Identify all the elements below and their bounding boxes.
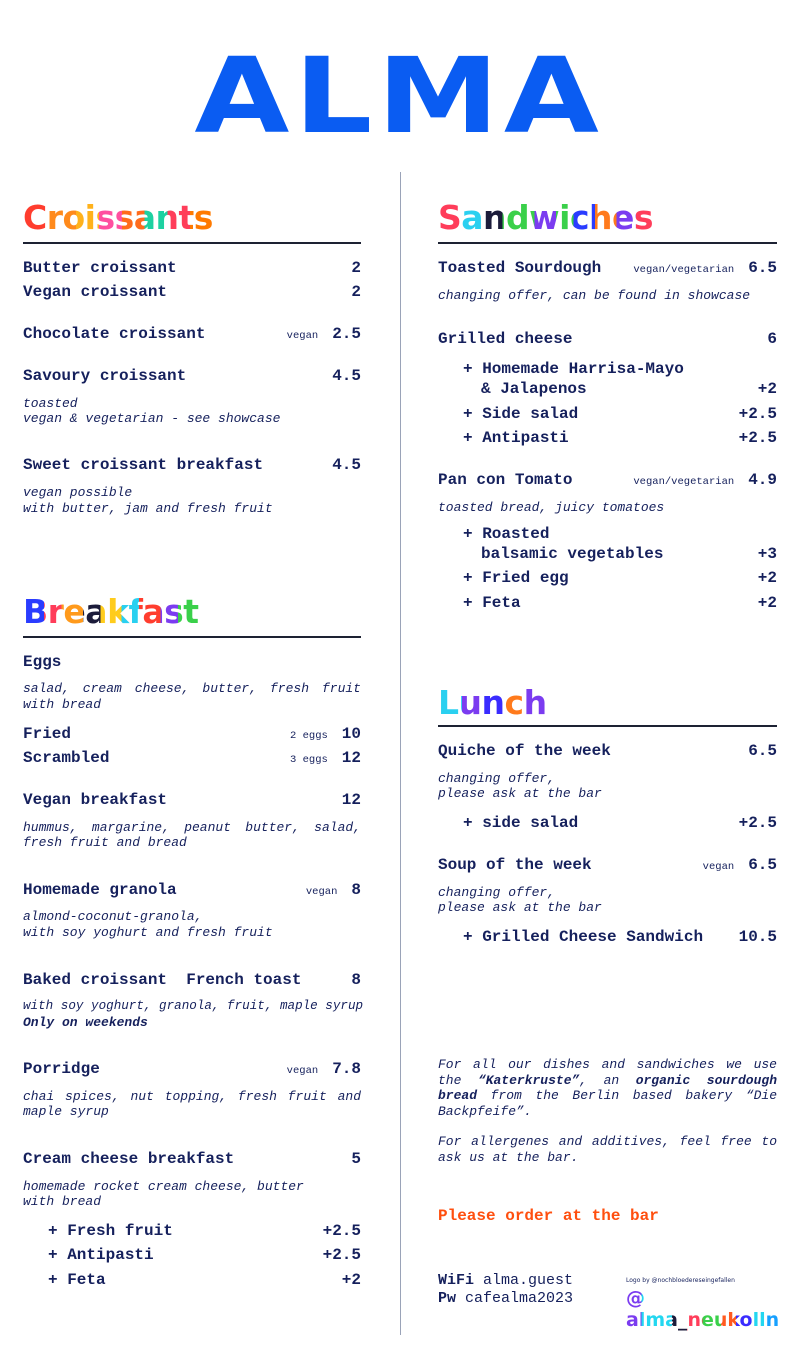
extra-item: + Fried egg +2 bbox=[463, 569, 777, 587]
text: Eggs bbox=[23, 653, 62, 671]
allergen-note: For allergenes and additives, feel free to ask us at the bar. bbox=[438, 1134, 777, 1165]
text: Vegan croissant bbox=[23, 283, 168, 301]
item-description: with bread bbox=[23, 1194, 102, 1209]
text: organic sourdough bread bbox=[438, 1072, 777, 1103]
menu-item bbox=[23, 258, 361, 278]
column-divider bbox=[400, 172, 401, 1335]
text: Vegan breakfast bbox=[23, 791, 168, 809]
text: vegan bbox=[702, 861, 735, 873]
text: Fresh fruit bbox=[67, 1222, 173, 1240]
text: , an bbox=[579, 1072, 636, 1088]
text: Pan con Tomato bbox=[438, 471, 573, 489]
menu-item bbox=[23, 652, 361, 672]
text: Porridge bbox=[23, 1060, 100, 1078]
extra-item: + Antipasti +2.5 bbox=[48, 1246, 361, 1264]
logo-credit: Logo by @nochbloedereseingefallen bbox=[626, 1277, 735, 1284]
menu-item bbox=[23, 324, 361, 346]
item-description: fresh fruit and bread bbox=[23, 835, 187, 850]
text: 6.5 bbox=[748, 742, 777, 760]
extra-item: + Antipasti +2.5 bbox=[463, 429, 777, 447]
text: vegan/vegetarian bbox=[633, 476, 735, 488]
menu-item bbox=[438, 329, 777, 349]
text: Antipasti bbox=[482, 429, 569, 447]
item-description: vegan possible bbox=[23, 485, 133, 500]
menu-item bbox=[23, 1149, 361, 1169]
breakfast-heading: Breakfast bbox=[23, 592, 199, 631]
text: Fried egg bbox=[482, 569, 569, 587]
item-description: please ask at the bar bbox=[438, 900, 602, 915]
text: +2 bbox=[341, 1271, 361, 1289]
text: 8 bbox=[351, 881, 361, 899]
wifi-password bbox=[438, 1290, 573, 1308]
menu-item bbox=[23, 748, 361, 770]
text: +2.5 bbox=[738, 814, 777, 832]
bread-note bbox=[438, 1057, 777, 1119]
text: Toasted Sourdough bbox=[438, 259, 602, 277]
text: Homemade Harrisa-Mayo bbox=[482, 360, 684, 378]
item-description: toasted bread, juicy tomatoes bbox=[438, 500, 665, 515]
extra-item: + side salad +2.5 bbox=[463, 814, 777, 832]
text: 10 bbox=[341, 725, 361, 743]
text: vegan/vegetarian bbox=[633, 264, 735, 276]
item-description: changing offer, bbox=[438, 771, 556, 786]
extra-item-cont bbox=[438, 544, 777, 564]
extra-item: + Fresh fruit +2.5 bbox=[48, 1222, 361, 1240]
text: vegan bbox=[286, 1065, 319, 1077]
text: Homemade granola bbox=[23, 881, 177, 899]
item-description: almond-coconut-granola, bbox=[23, 909, 203, 924]
section-rule bbox=[438, 242, 777, 244]
item-description: salad, cream cheese, butter, fresh fruit bbox=[23, 681, 361, 696]
weekend-note: Only on weekends bbox=[23, 1015, 148, 1030]
item-description: hummus, margarine, peanut butter, salad, bbox=[23, 820, 361, 835]
text: 12 bbox=[341, 791, 361, 809]
croissants-heading: Croissants bbox=[23, 198, 213, 237]
text: alma.guest bbox=[483, 1272, 574, 1289]
sandwiches-heading: Sandwiches bbox=[438, 198, 654, 237]
text: +2.5 bbox=[738, 429, 777, 447]
diet-tag: vegan bbox=[286, 330, 319, 342]
extra-item: + Side salad +2.5 bbox=[463, 405, 777, 423]
item-description: with butter, jam and fresh fruit bbox=[23, 501, 273, 516]
text: Cream cheese breakfast bbox=[23, 1150, 235, 1168]
item-description: with soy yoghurt and fresh fruit bbox=[23, 925, 273, 940]
text: +2.5 bbox=[322, 1222, 361, 1240]
text: 4.9 bbox=[748, 471, 777, 489]
menu-item bbox=[438, 470, 777, 492]
text: vegan bbox=[305, 886, 338, 898]
text: 5 bbox=[351, 1150, 361, 1168]
menu-item bbox=[23, 455, 361, 475]
extra-item: + Feta +2 bbox=[48, 1271, 361, 1289]
text: Roasted bbox=[482, 525, 550, 543]
text: 6.5 bbox=[748, 259, 777, 277]
extra-item: + Roasted bbox=[463, 525, 550, 543]
text: 4.5 bbox=[332, 456, 361, 474]
menu-item bbox=[23, 790, 361, 810]
menu-item bbox=[438, 741, 777, 761]
text: +2.5 bbox=[738, 405, 777, 423]
text: Soup of the week bbox=[438, 856, 592, 874]
text: Scrambled bbox=[23, 749, 110, 767]
item-description: chai spices, nut topping, fresh fruit and bbox=[23, 1089, 361, 1104]
extra-item: + Grilled Cheese Sandwich 10.5 bbox=[463, 928, 777, 946]
section-rule bbox=[23, 242, 361, 244]
text: side salad bbox=[482, 814, 579, 832]
text: 4.5 bbox=[332, 367, 361, 385]
text: 8 bbox=[351, 971, 361, 989]
text: Grilled cheese bbox=[438, 330, 573, 348]
menu-item bbox=[23, 880, 361, 902]
text: +2 bbox=[757, 569, 777, 587]
text: 2.5 bbox=[332, 325, 361, 343]
text: +2 bbox=[757, 380, 777, 398]
wifi-info bbox=[438, 1272, 573, 1290]
menu-item bbox=[23, 1059, 361, 1081]
text: Quiche of the week bbox=[438, 742, 611, 760]
text: 3 eggs bbox=[289, 754, 328, 766]
text: “Katerkruste” bbox=[477, 1072, 580, 1088]
item-description: toasted bbox=[23, 396, 78, 411]
text: For all our dishes and sandwiches we use the bbox=[438, 1057, 777, 1088]
item-description: changing offer, can be found in showcase bbox=[438, 288, 751, 303]
text: Chocolate croissant bbox=[23, 325, 206, 343]
menu-item bbox=[23, 970, 361, 990]
item-description: with soy yoghurt, granola, fruit, maple syrup bbox=[23, 999, 364, 1013]
section-rule bbox=[23, 636, 361, 638]
lunch-heading: Lunch bbox=[438, 683, 547, 722]
right-column bbox=[438, 0, 780, 1357]
section-rule bbox=[438, 725, 777, 727]
text: Savoury croissant bbox=[23, 367, 187, 385]
text: Feta bbox=[67, 1271, 106, 1289]
text: Antipasti bbox=[67, 1246, 154, 1264]
instagram-handle: @ alma_neukolln bbox=[626, 1287, 780, 1331]
text: 6.5 bbox=[748, 856, 777, 874]
text: 10.5 bbox=[738, 928, 777, 946]
item-description: with bread bbox=[23, 697, 102, 712]
text: Butter croissant bbox=[23, 259, 177, 277]
text: cafealma2023 bbox=[465, 1290, 574, 1307]
text: WiFi bbox=[438, 1272, 475, 1289]
text: Feta bbox=[482, 594, 521, 612]
text: 12 bbox=[341, 749, 361, 767]
text: & Jalapenos bbox=[481, 380, 587, 398]
text: 7.8 bbox=[332, 1060, 361, 1078]
text: 2 eggs bbox=[289, 730, 328, 742]
text: +2.5 bbox=[322, 1246, 361, 1264]
item-description: changing offer, bbox=[438, 885, 556, 900]
text: Baked croissant French toast bbox=[23, 971, 302, 989]
text: 6 bbox=[767, 330, 777, 348]
menu-item bbox=[438, 855, 777, 877]
item-description: please ask at the bar bbox=[438, 786, 602, 801]
text: Pw bbox=[438, 1290, 457, 1307]
text: +3 bbox=[757, 545, 777, 563]
extra-item: + Feta +2 bbox=[463, 594, 777, 612]
text: 2 bbox=[351, 259, 361, 277]
text: balsamic vegetables bbox=[481, 545, 664, 563]
text: 2 bbox=[351, 283, 361, 301]
alma-logo: ALMA bbox=[194, 35, 604, 157]
item-description: homemade rocket cream cheese, butter bbox=[23, 1179, 304, 1194]
item-description: vegan & vegetarian - see showcase bbox=[23, 411, 281, 426]
item-description: maple syrup bbox=[23, 1104, 109, 1119]
text: from the Berlin based bakery “Die Backpfeife”. bbox=[438, 1088, 777, 1119]
menu-item bbox=[23, 282, 361, 302]
text: Grilled Cheese Sandwich bbox=[482, 928, 704, 946]
text: Side salad bbox=[482, 405, 579, 423]
menu-item bbox=[23, 724, 361, 746]
text: +2 bbox=[757, 594, 777, 612]
order-notice: Please order at the bar bbox=[438, 1207, 659, 1225]
extra-item: + Homemade Harrisa-Mayo bbox=[463, 360, 684, 378]
extra-item-cont bbox=[438, 379, 777, 399]
left-column bbox=[23, 0, 364, 1357]
text: Fried bbox=[23, 725, 72, 743]
text: Sweet croissant breakfast bbox=[23, 456, 264, 474]
menu-item bbox=[23, 366, 361, 386]
menu-item bbox=[438, 258, 777, 280]
